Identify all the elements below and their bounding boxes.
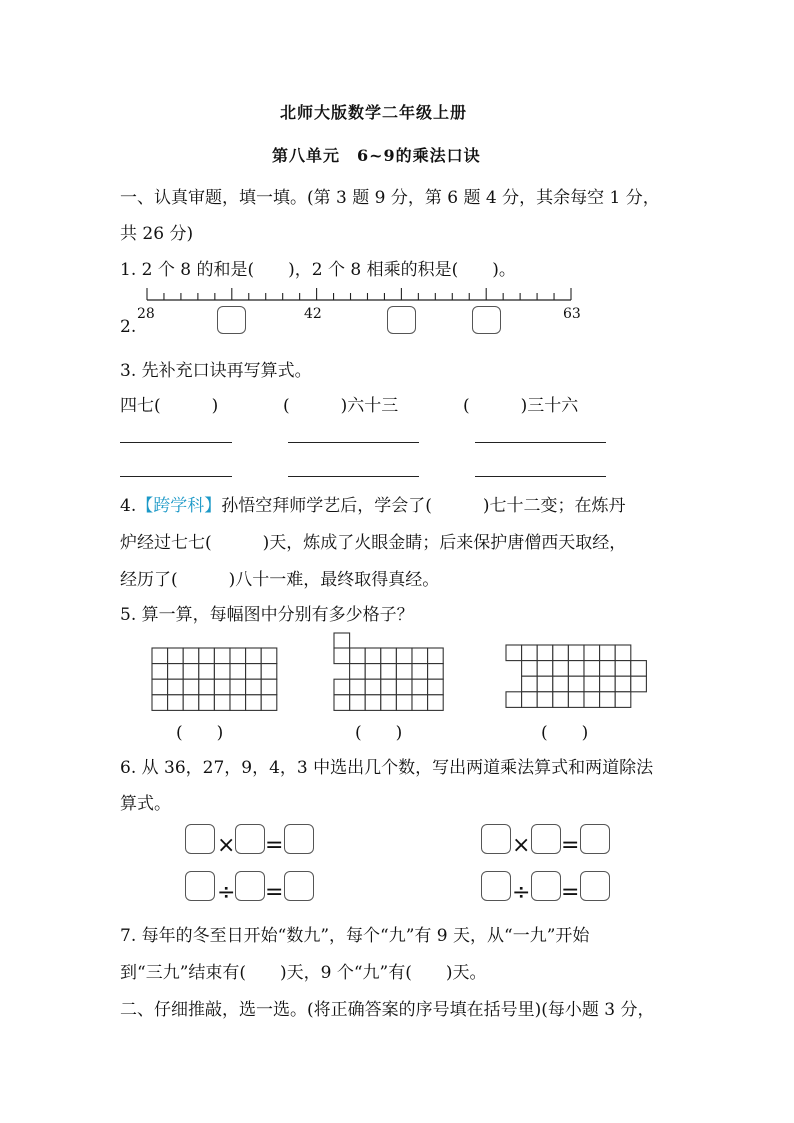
grid-cell — [522, 645, 538, 661]
grid-cell — [522, 661, 538, 677]
question-4-text: 孙悟空拜师学艺后，学会了( )七十二变；在炼丹 — [221, 496, 626, 516]
equation-box[interactable] — [235, 824, 265, 854]
equation-box[interactable] — [580, 824, 610, 854]
grid-cell — [199, 664, 215, 680]
grid-cell — [522, 676, 538, 692]
grid-cell — [584, 645, 600, 661]
cross-subject-tag: 【跨学科】 — [136, 496, 222, 516]
grid-cell — [615, 692, 631, 708]
grid-cell — [214, 664, 230, 680]
multiply-sign: × — [512, 833, 531, 858]
grid-cell — [568, 692, 584, 708]
grid-cell — [396, 648, 412, 664]
grid-cell — [199, 648, 215, 664]
grid-cell — [553, 645, 569, 661]
grid-answer-2: ( ) — [355, 723, 403, 743]
grid-cell — [261, 695, 277, 711]
grid-cell — [334, 633, 350, 649]
grid-cell — [365, 679, 381, 695]
grid-cell — [537, 692, 553, 708]
grid-cell — [168, 695, 184, 711]
ruler-label-mid: 42 — [304, 306, 322, 322]
section1-heading-line2: 共 26 分) — [120, 224, 194, 244]
question-6-line1: 6. 从 36，27，9，4，3 中选出几个数，写出两道乘法算式和两道除法 — [120, 758, 654, 778]
grid-cell — [412, 695, 428, 711]
grid-cell — [537, 645, 553, 661]
section2-heading: 二、仔细推敲，选一选。(将正确答案的序号填在括号里)(每小题 3 分， — [120, 1000, 655, 1020]
grid-cell — [537, 661, 553, 677]
divide-sign: ÷ — [512, 880, 531, 905]
grid-cell — [230, 695, 246, 711]
grid-answer-3: ( ) — [541, 723, 589, 743]
grid-cell — [365, 648, 381, 664]
question-6-line2: 算式。 — [120, 794, 171, 814]
grid-cell — [183, 664, 199, 680]
grid-cell — [522, 692, 538, 708]
grid-cell — [412, 648, 428, 664]
grid-cell — [365, 695, 381, 711]
grid-cell — [412, 679, 428, 695]
grid-cell — [214, 679, 230, 695]
grid-cell — [506, 692, 522, 708]
grid-cell — [152, 664, 168, 680]
section1-heading-line1: 一、认真审题，填一填。(第 3 题 9 分，第 6 题 4 分，其余每空 1 分， — [120, 188, 660, 208]
grid-cell — [412, 664, 428, 680]
equals-sign: = — [561, 833, 580, 858]
grid-cell — [230, 648, 246, 664]
equation-box[interactable] — [284, 871, 314, 901]
grid-cell — [615, 676, 631, 692]
grid-cell — [199, 679, 215, 695]
grid-cell — [168, 648, 184, 664]
ruler-label-end: 63 — [563, 306, 581, 322]
equation-box[interactable] — [235, 871, 265, 901]
grid-cell — [600, 692, 616, 708]
grid-cell — [506, 645, 522, 661]
equation-box[interactable] — [580, 871, 610, 901]
unit-subtitle: 第八单元 6~9的乘法口诀 — [272, 146, 481, 165]
multiply-sign: × — [217, 833, 236, 858]
grid-cell — [396, 679, 412, 695]
q3-item-2: ( )六十三 — [283, 396, 399, 416]
question-4-line2: 炉经过七七( )天，炼成了火眼金睛；后来保护唐僧西天取经， — [120, 533, 627, 553]
question-4-line3: 经历了( )八十一难，最终取得真经。 — [120, 570, 440, 590]
ruler-label-start: 28 — [137, 306, 155, 322]
equation-box[interactable] — [481, 871, 511, 901]
grid-cell — [553, 661, 569, 677]
equals-sign: = — [265, 833, 284, 858]
q3-item-1: 四七( ) — [120, 396, 219, 416]
grid-cell — [168, 664, 184, 680]
grid-cell — [396, 695, 412, 711]
grid-cell — [152, 648, 168, 664]
grid-cell — [381, 679, 397, 695]
grid-cell — [334, 679, 350, 695]
grid-cell — [350, 664, 366, 680]
grid-cell — [214, 648, 230, 664]
grid-answer-1: ( ) — [176, 723, 224, 743]
grid-cell — [631, 676, 647, 692]
grid-cell — [600, 645, 616, 661]
question-5: 5. 算一算，每幅图中分别有多少格子？ — [120, 605, 414, 625]
grid-cell — [396, 664, 412, 680]
page-title: 北师大版数学二年级上册 — [280, 103, 468, 122]
grid-cell — [615, 645, 631, 661]
question-7-line1: 7. 每年的冬至日开始“数九”，每个“九”有 9 天，从“一九”开始 — [120, 926, 590, 946]
grid-cell — [568, 645, 584, 661]
equation-box[interactable] — [531, 824, 561, 854]
grid-cell — [334, 695, 350, 711]
grid-cell — [631, 661, 647, 677]
grid-cell — [381, 648, 397, 664]
equation-box[interactable] — [185, 871, 215, 901]
grid-cell — [199, 695, 215, 711]
equation-box[interactable] — [531, 871, 561, 901]
question-7-line2: 到“三九”结束有( )天，9 个“九”有( )天。 — [120, 963, 487, 983]
grid-cell — [615, 661, 631, 677]
q3-item-3: ( )三十六 — [463, 396, 579, 416]
grid-cell — [246, 679, 262, 695]
grid-cell — [428, 648, 444, 664]
grid-cell — [428, 679, 444, 695]
grid-cell — [381, 695, 397, 711]
grid-cell — [584, 692, 600, 708]
equation-box[interactable] — [185, 824, 215, 854]
grid-cell — [584, 661, 600, 677]
grid-cell — [168, 679, 184, 695]
equation-box[interactable] — [481, 824, 511, 854]
grid-cell — [600, 676, 616, 692]
grid-cell — [230, 664, 246, 680]
question-1: 1. 2 个 8 的和是( )，2 个 8 相乘的积是( )。 — [120, 260, 516, 280]
grid-cell — [600, 661, 616, 677]
grid-cell — [350, 648, 366, 664]
equals-sign: = — [561, 880, 580, 905]
grid-cell — [350, 679, 366, 695]
grid-cell — [428, 695, 444, 711]
equation-box[interactable] — [284, 824, 314, 854]
grid-cell — [230, 679, 246, 695]
grid-cell — [350, 695, 366, 711]
grid-cell — [246, 664, 262, 680]
grid-cell — [152, 695, 168, 711]
grid-cell — [365, 664, 381, 680]
grid-cell — [152, 679, 168, 695]
equals-sign: = — [265, 880, 284, 905]
grid-cell — [183, 695, 199, 711]
grid-cell — [261, 648, 277, 664]
grid-cell — [537, 676, 553, 692]
grid-cell — [553, 676, 569, 692]
grid-cell — [553, 692, 569, 708]
grid-cell — [334, 648, 350, 664]
grid-cell — [214, 695, 230, 711]
question-2-number: 2. — [120, 317, 137, 337]
grid-cell — [183, 648, 199, 664]
grid-cell — [261, 664, 277, 680]
grid-cell — [183, 679, 199, 695]
grid-cell — [246, 695, 262, 711]
question-3: 3. 先补充口诀再写算式。 — [120, 361, 312, 381]
grid-cell — [428, 664, 444, 680]
grid-cell — [568, 676, 584, 692]
divide-sign: ÷ — [217, 880, 236, 905]
grid-cell — [261, 679, 277, 695]
grid-cell — [568, 661, 584, 677]
grid-cell — [584, 676, 600, 692]
grid-cell — [246, 648, 262, 664]
question-4-number: 4. — [120, 496, 137, 516]
grid-cell — [381, 664, 397, 680]
